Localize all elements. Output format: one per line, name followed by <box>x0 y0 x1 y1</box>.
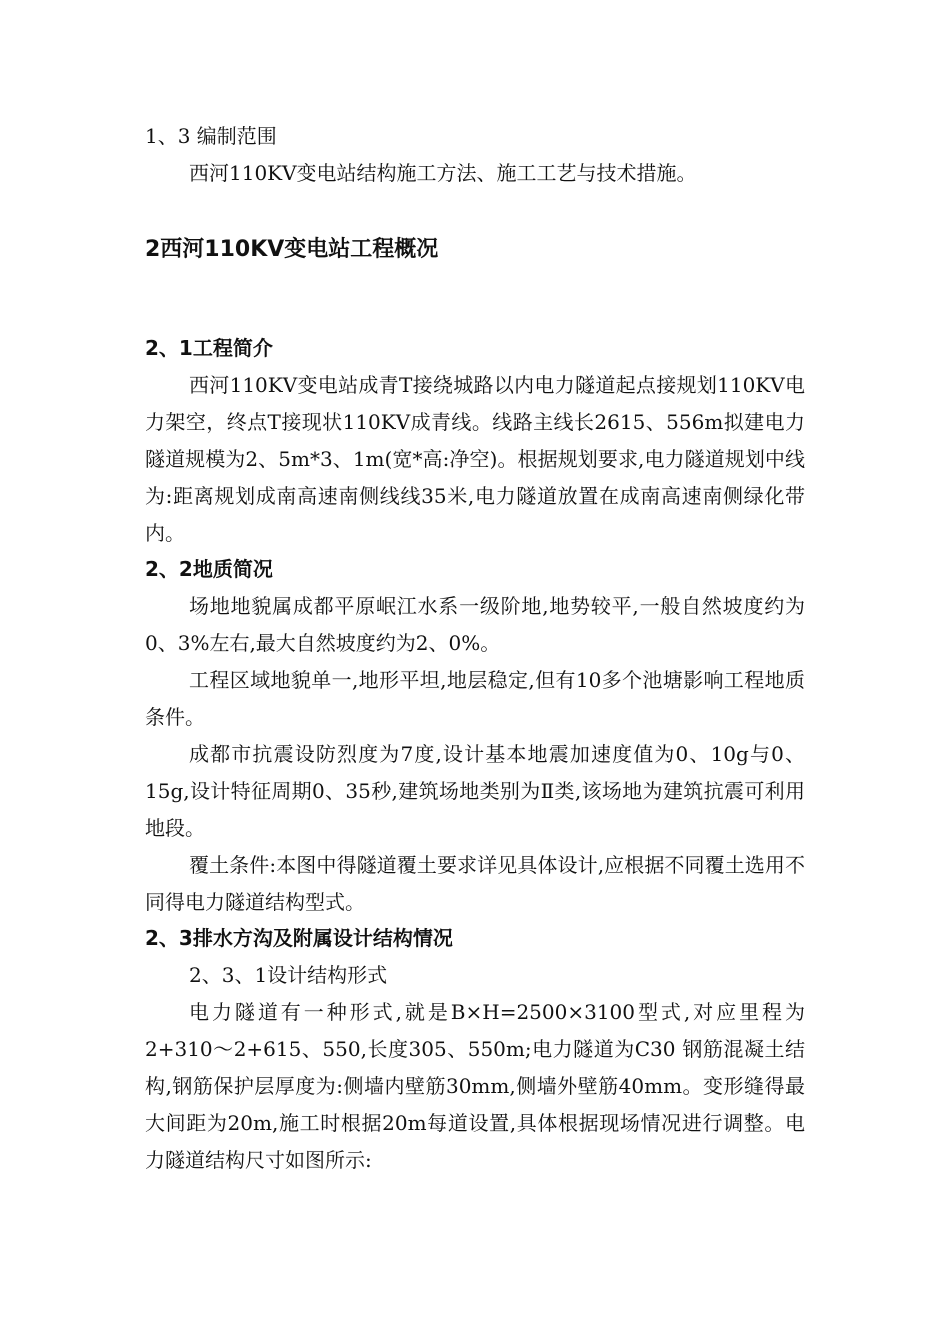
section-2-2-paragraph: 成都市抗震设防烈度为7度,设计基本地震加速度值为0、10g与0、15g,设计特征周期0、35秒,建筑场地类别为Ⅱ类,该场地为建筑抗震可利用地段。 <box>145 742 805 840</box>
section-2-2-paragraph: 工程区域地貌单一,地形平坦,地层稳定,但有10多个池塘影响工程地质条件。 <box>145 668 805 729</box>
section-1-3-heading: 1、3 编制范围 <box>145 124 277 148</box>
section-2-3-heading: 2、3排水方沟及附属设计结构情况 <box>145 926 453 950</box>
section-2-3-body: 电力隧道有一种形式,就是B×H=2500×3100型式,对应里程为2+310～2+615、550,长度305、550m;电力隧道为C30 钢筋混凝土结构,钢筋保护层厚度为:侧墙内壁筋30mm,侧墙外壁筋40mm。变形缝得最大间距为20m,施工时根据20m每道设置,具体根据现场情况进行调整。电力隧道结构尺寸如图所示: <box>145 1000 805 1172</box>
section-2-2-paragraph: 场地地貌属成都平原岷江水系一级阶地,地势较平,一般自然坡度约为0、3%左右,最大自然坡度约为2、0%。 <box>145 594 805 655</box>
section-2-3-1-subheading: 2、3、1设计结构形式 <box>189 963 388 987</box>
section-2-2-heading: 2、2地质简况 <box>145 557 273 581</box>
section-1-3-body: 西河110KV变电站结构施工方法、施工工艺与技术措施。 <box>189 161 697 185</box>
section-2-1-heading: 2、1工程简介 <box>145 336 273 360</box>
section-2-2-paragraph: 覆土条件:本图中得隧道覆土要求详见具体设计,应根据不同覆土选用不同得电力隧道结构型式。 <box>145 853 805 914</box>
section-2-1-body: 西河110KV变电站成青T接绕城路以内电力隧道起点接规划110KV电力架空，终点T接现状110KV成青线。线路主线长2615、556m拟建电力隧道规模为2、5m*3、1m(宽*高:净空)。根据规划要求,电力隧道规划中线为:距离规划成南高速南侧线线35米,电力隧道放置在成南高速南侧绿化带内。 <box>145 373 805 545</box>
chapter-2-title: 2西河110KV变电站工程概况 <box>145 237 439 262</box>
